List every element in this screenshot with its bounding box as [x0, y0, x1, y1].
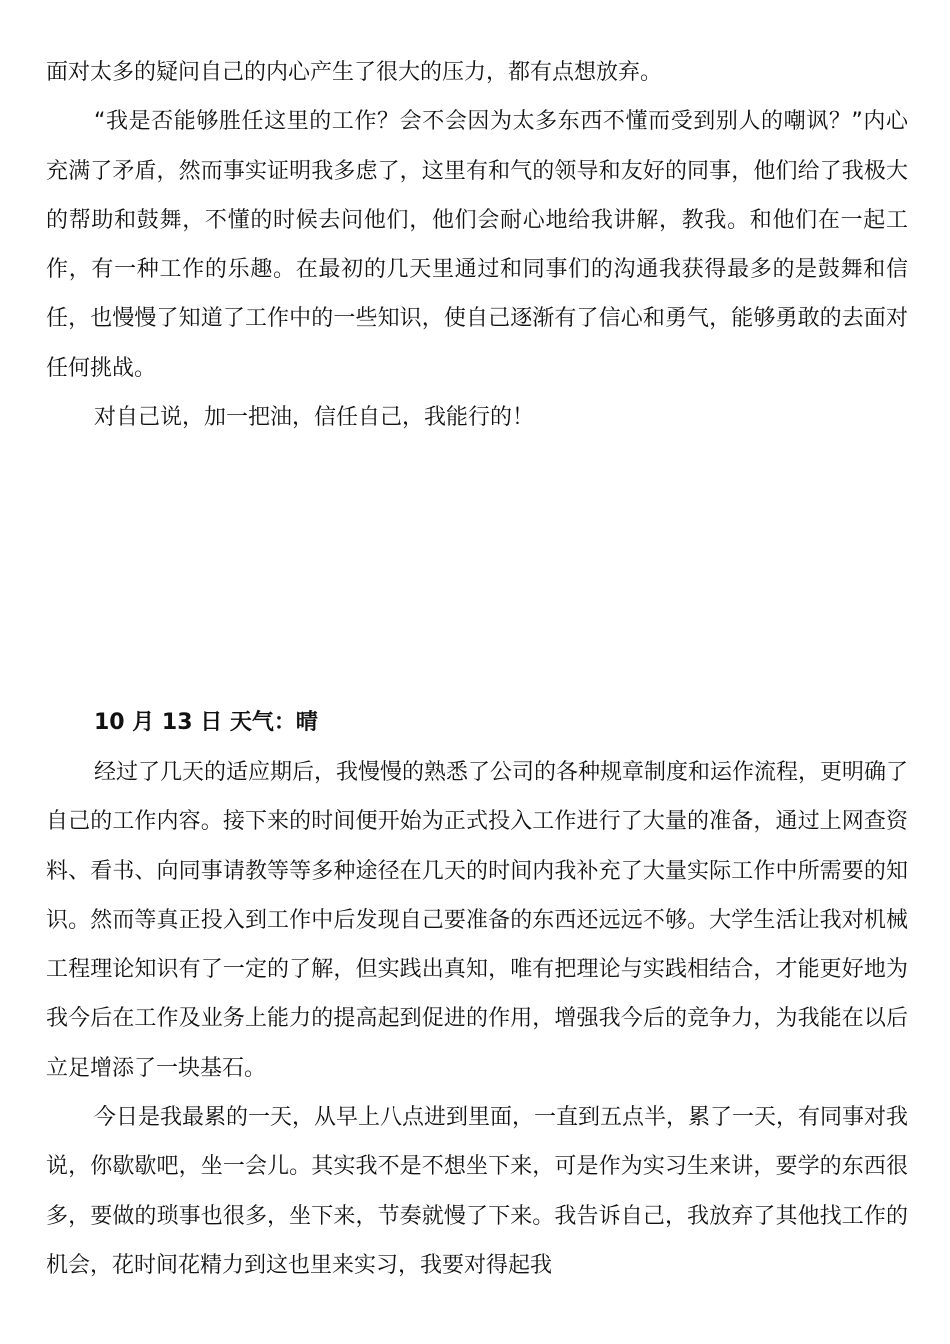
diary-entry-heading: 10 月 13 日 天气：晴: [94, 710, 318, 735]
paragraph-1: 面对太多的疑问自己的内心产生了很大的压力，都有点想放弃。: [46, 60, 663, 85]
paragraph-5: 今日是我最累的一天，从早上八点进到里面，一直到五点半，累了一天，有同事对我说，你歇歇吧，坐一会儿。其实我不是不想坐下来，可是作为实习生来讲，要学的东西很多，要做的琐事也很多，坐下来，节奏就慢了下来。我告诉自己，我放弃了其他找工作的机会，花时间花精力到这也里来实习，我要对得起我: [46, 1105, 909, 1278]
section-1: [46, 48, 908, 442]
section-2: [46, 748, 908, 1290]
paragraph-2: “我是否能够胜任这里的工作？会不会因为太多东西不懂而受到别人的嘲讽？”内心充满了矛盾，然而事实证明我多虑了，这里有和气的领导和友好的同事，他们给了我极大的帮助和鼓舞，不懂的时候去问他们，他们会耐心地给我讲解，教我。和他们在一起工作，有一种工作的乐趣。在最初的几天里通过和同事们的沟通我获得最多的是鼓舞和信任，也慢慢了知道了工作中的一些知识，使自己逐渐有了信心和勇气，能够勇敢的去面对任何挑战。: [46, 109, 908, 381]
paragraph-4: 经过了几天的适应期后，我慢慢的熟悉了公司的各种规章制度和运作流程，更明确了自己的工作内容。接下来的时间便开始为正式投入工作进行了大量的准备，通过上网查资料、看书、向同事请教等等多种途径在几天的时间内我补充了大量实际工作中所需要的知识。然而等真正投入到工作中后发现自己要准备的东西还远远不够。大学生活让我对机械工程理论知识有了一定的了解，但实践出真知，唯有把理论与实践相结合，才能更好地为我今后在工作及业务上能力的提高起到促进的作用，增强我今后的竞争力，为我能在以后立足增添了一块基石。: [46, 760, 909, 1081]
paragraph-3: 对自己说，加一把油，信任自己，我能行的！: [94, 405, 535, 431]
